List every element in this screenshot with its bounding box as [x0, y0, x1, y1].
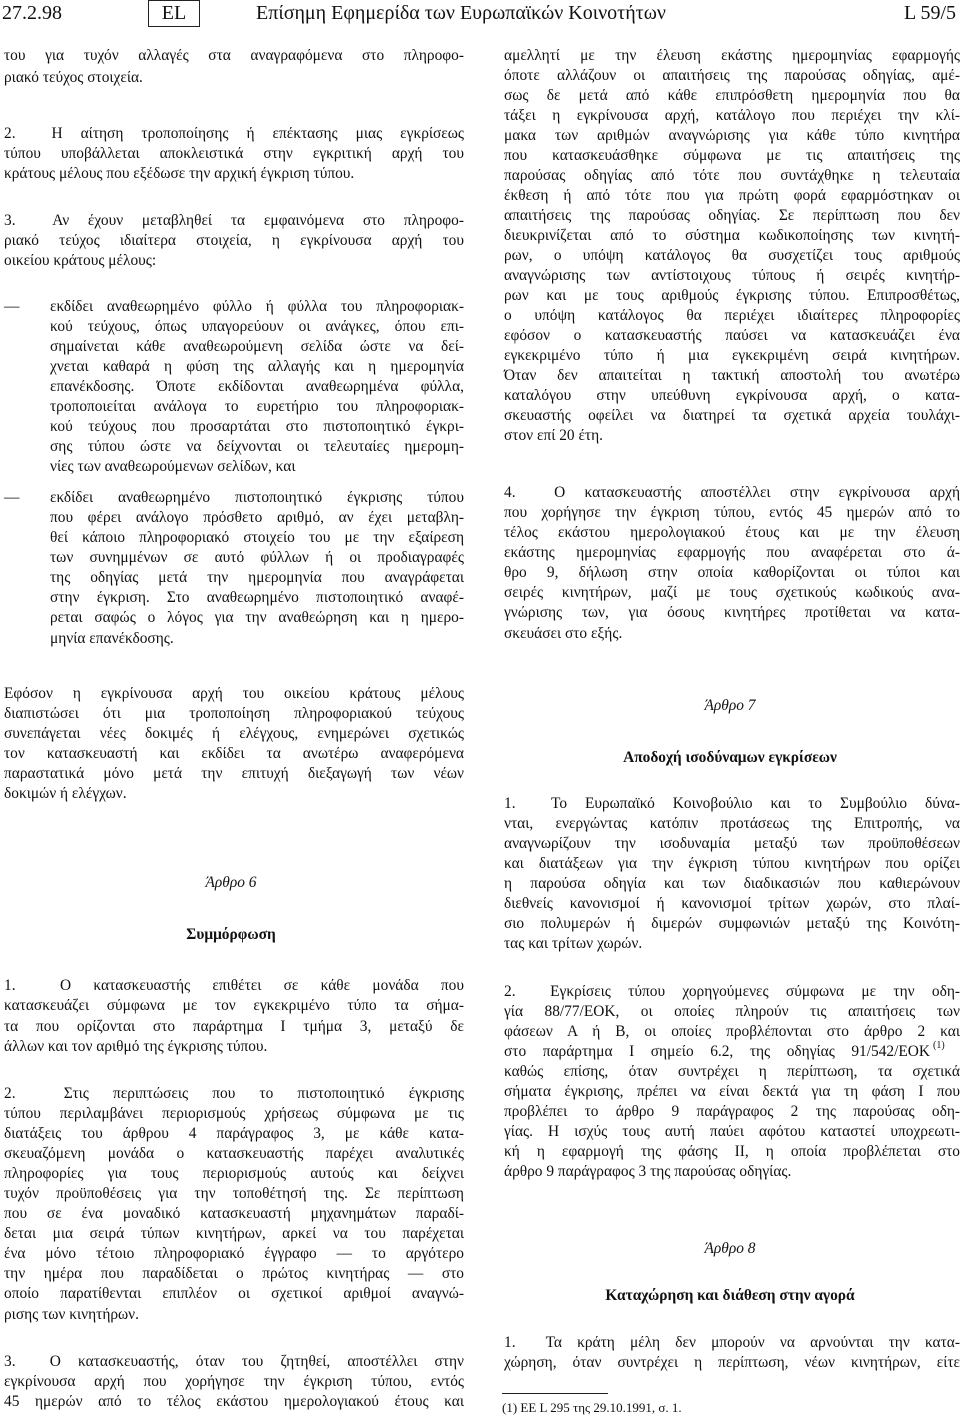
- article-number: Άρθρο 6: [205, 874, 257, 891]
- left-text-line: του για τυχόν αλλαγές στα αναγραφόμενα στο πληροφο-: [4, 47, 464, 64]
- right-text-line: παρούσας οδηγίας από τότε που συντάχθηκε η τελευταία: [504, 167, 960, 184]
- left-text-line: ρεται σαφώς ο λόγος για την αναθεώρηση και η ημερο-: [50, 609, 464, 626]
- right-text-line: στον επί 20 έτη.: [504, 427, 603, 444]
- right-text-line: σκευαστής οφείλει να διατηρεί τα σχετικά αρχεία τουλάχι-: [504, 407, 960, 424]
- footnote-text: (1) ΕΕ L 295 της 29.10.1991, σ. 1.: [502, 1400, 682, 1415]
- left-text-line: 45 ημερών από το τέλος εκάστου ημερολογιακού έτους και: [4, 1393, 464, 1410]
- left-text-line: εκδίδει αναθεωρημένο πιστοποιητικό έγκρισης τύπου: [50, 489, 464, 506]
- left-text-line: ρισης των κινητήρων.: [4, 1306, 139, 1323]
- left-text-line: 3. Αν έχουν μεταβληθεί τα εμφαινόμενα στο πληροφο-: [4, 212, 464, 229]
- right-text-line: η παρούσα οδηγία και των διαδικασιών που καθιερώνουν: [504, 875, 960, 892]
- left-text-line: τα που ορίζονται στο παράρτημα Ι τμήμα 3, μεταξύ δε: [4, 1018, 464, 1035]
- right-text-line: ο υπόψη κατάλογος θα περιέχει ιδιαίτερες πληροφορίες: [504, 307, 960, 324]
- right-text-line: 1. Τα κράτη μέλη δεν μπορούν να αρνούνται την κατα-: [504, 1334, 960, 1351]
- article-number: Άρθρο 7: [704, 697, 756, 714]
- header-page-number: L 59/5: [903, 2, 956, 24]
- right-text-line: γία 88/77/ΕΟΚ, οι οποίες πληρούν τις απαιτήσεις των: [504, 1003, 960, 1020]
- left-text-line: την ημέρα που παραδίδεται ο πρώτος κινητήρας — στο: [4, 1265, 464, 1282]
- right-text-line: τέλος εκάστου ημερολογιακού έτους και με την έλευση: [504, 524, 960, 541]
- left-text-line: οικείου κράτους μέλους:: [4, 252, 157, 269]
- right-text-line: θρο 9, δήλωση στην οποία καθορίζονται οι τύποι και: [504, 564, 960, 581]
- right-text-line: απαιτήσεις της παρούσας οδηγίας. Σε περίπτωση που δεν: [504, 207, 960, 224]
- article-title: Συμμόρφωση: [186, 926, 276, 943]
- left-text-line: μηνία επανέκδοσης.: [50, 630, 174, 647]
- left-text-line: τροποποιείται ανάλογα το ευρετήριο του πληροφοριακ-: [50, 398, 464, 415]
- left-text-line: κράτους μέλους που εξέδωσε την αρχική έγκριση τύπου.: [4, 165, 355, 182]
- left-text-line: τύπου περιλαμβάνει περιορισμούς χρήσεως σύμφωνα με τις: [4, 1105, 464, 1122]
- left-text-line: τον κατασκευαστή και εκδίδει τα ανωτέρω αναφερόμενα: [4, 745, 464, 762]
- left-text-line: 2. Στις περιπτώσεις που το πιστοποιητικό έγκρισης: [4, 1085, 464, 1102]
- right-text-line: 4. Ο κατασκευαστής αποστέλλει στην εγκρίνουσα αρχή: [504, 484, 960, 501]
- article-title: Καταχώρηση και διάθεση στην αγορά: [605, 1287, 855, 1304]
- right-text-line: χώρηση, όταν συντρέχει η περίπτωση, νέων κινητήρων, είτε: [504, 1354, 960, 1371]
- header-date: 27.2.98: [2, 2, 62, 24]
- right-text-line: Όταν δεν απαιτείται η τακτική αποστολή του ανωτέρω: [504, 367, 960, 384]
- left-text-line: εκδίδει αναθεωρημένο φύλλο ή φύλλα του πληροφοριακ-: [50, 298, 464, 315]
- article-title: Αποδοχή ισοδύναμων εγκρίσεων: [623, 749, 837, 766]
- right-text-line: σήματα έγκρισης, πρέπει να είναι δεκτά για τη φάση Ι που: [504, 1083, 960, 1100]
- header-journal-title: Επίσημη Εφημερίδα των Ευρωπαϊκών Κοινοτήτων: [256, 2, 666, 24]
- left-text-line: ένα μόνο τέτοιο πληροφοριακό έγγραφο — το αργότερο: [4, 1245, 464, 1262]
- right-text-line: που χορήγησε την έγκριση τύπου, εντός 45 ημερών από το: [504, 504, 960, 521]
- left-text-line: κού τεύχους που προσαρτάται στο πιστοποιητικό έγκρι-: [50, 418, 464, 435]
- right-text-line: φάσεων Α ή Β, οι οποίες προβλέπονται στο άρθρο 2 και: [504, 1023, 960, 1040]
- list-dash-bullet: —: [4, 489, 20, 506]
- footnote-rule: [502, 1393, 608, 1394]
- right-text-line: αναγνωρίζουν την ισοδυναμία μεταξύ των προϋποθέσεων: [504, 835, 960, 852]
- left-text-line: σης τύπου ώστε να δείχνονται οι τελευταίες ημερομη-: [50, 438, 464, 455]
- header-language-box: EL: [148, 0, 200, 27]
- left-text-line: στην έγκριση. Στο αναθεωρημένο πιστοποιητικό αναφέ-: [50, 589, 464, 606]
- left-text-line: δοκιμών ή ελέγχων.: [4, 785, 127, 802]
- right-text-line: εφόσον ο κατασκευαστής παύσει να κατασκευάζει ένα: [504, 327, 960, 344]
- left-text-line: ριακό τεύχος ιδιαίτερα στοιχεία, η εγκρίνουσα αρχή του: [4, 232, 464, 249]
- left-text-line: δεται μια σειρά τύπων κινητήρων, αρκεί να του παρέχεται: [4, 1225, 464, 1242]
- right-text-line: 1. Το Ευρωπαϊκό Κοινοβούλιο και το Συμβούλιο δύνα-: [504, 795, 960, 812]
- right-text-line: σως δε μετά από κάθε επιπρόσθετη ημερομηνία που θα: [504, 87, 960, 104]
- left-text-line: Εφόσον η εγκρίνουσα αρχή του οικείου κράτους μέλους: [4, 685, 464, 702]
- left-text-line: άλλων και τον αριθμό της έγκρισης τύπου.: [4, 1038, 268, 1055]
- right-text-line: όποτε αλλάζουν οι απαιτήσεις της παρούσας οδηγίας, αμέ-: [504, 67, 960, 84]
- left-text-line: ριακό τεύχος στοιχεία.: [4, 69, 143, 86]
- left-text-line: 1. Ο κατασκευαστής επιθέτει σε κάθε μονάδα που: [4, 977, 464, 994]
- right-text-line: διεθνείς κανονισμοί ή κανονισμοί τρίτων χωρών, στο πλαί-: [504, 895, 960, 912]
- left-text-line: που φέρει ανάλογο πρόσθετο αριθμό, αν έχει μεταβλη-: [50, 509, 464, 526]
- right-text-line: προβλέπει το άρθρο 9 παράγραφος 2 της παρούσας οδη-: [504, 1103, 960, 1120]
- left-text-line: κού τεύχους, όπως υπαγορεύουν οι ανάγκες, όπου επι-: [50, 318, 464, 335]
- right-text-line: σειρές κινητήρων, μαζί με τους σχετικούς κωδικούς ανα-: [504, 584, 960, 601]
- left-text-line: 3. Ο κατασκευαστής, όταν του ζητηθεί, αποστέλλει στην: [4, 1353, 464, 1370]
- left-text-line: των συνημμένων σε αυτό φύλλων ή οι προδιαγραφές: [50, 549, 464, 566]
- right-text-line: αναγνώρισης των αντίστοιχους τύπους ή σειρές κινητήρ-: [504, 267, 960, 284]
- right-text-line: ρων, ο υπόψη κατάλογος θα συσχετίζει τους αριθμούς: [504, 247, 960, 264]
- left-text-line: κατασκευάζει σύμφωνα με τον εγκεκριμένο τύπο τα σήμα-: [4, 997, 464, 1014]
- right-text-line: έκθεση ή από τότε που για πρώτη φορά εφαρμόστηκαν οι: [504, 187, 960, 204]
- right-text-line: καθώς επίσης, όταν συντρέχει η περίπτωση, τα σχετικά: [504, 1063, 960, 1080]
- left-column: [0, 0, 462, 1419]
- list-dash-bullet: —: [4, 298, 20, 315]
- left-text-line: νίες των αναθεωρούμενων σελίδων, και: [50, 458, 296, 475]
- right-text-line: τας και τρίτων χωρών.: [504, 935, 643, 952]
- left-text-line: διαπιστώσει ότι μια τροποποίηση πληροφοριακού τεύχους: [4, 705, 464, 722]
- left-text-line: σημαίνεται κάθε αναθεωρούμενη σελίδα ώστε να δεί-: [50, 338, 464, 355]
- right-text-line: διευκρινίζεται από το σύστημα κωδικοποίησης των κινητή-: [504, 227, 960, 244]
- left-text-line: εγκρίνουσα αρχή που χορήγησε την έγκριση τύπου, εντός: [4, 1373, 464, 1390]
- right-text-line: ρων και με τους αριθμούς έγκρισης τύπου. Επιπροσθέτως,: [504, 287, 960, 304]
- left-text-line: τύπου υποβάλλεται αποκλειστικά στην εγκριτική αρχή του: [4, 145, 464, 162]
- left-text-line: διατάξεις του άρθρου 4 παράγραφος 3, με κάθε κατα-: [4, 1125, 464, 1142]
- left-text-line: θεί κάποιο πληροφοριακό στοιχείο του με την εξαίρεση: [50, 529, 464, 546]
- right-text-line: σκευάσει στο εξής.: [504, 625, 623, 642]
- right-text-line: που κατασκευάσθηκε σύμφωνα με τις απαιτήσεις της: [504, 147, 960, 164]
- right-text-line: μακα των αριθμών αναγνώρισης για κάθε τύπο κινητήρα: [504, 127, 960, 144]
- right-text-line: εγκεκριμένο τύπο ή μια εγκεκριμένη σειρά κινητήρων.: [504, 347, 960, 364]
- right-text-line: και διατάξεων για την έγκριση τύπου κινητήρων που ορίζει: [504, 855, 960, 872]
- left-text-line: πληροφορίες για τους περιορισμούς αυτούς και δείχνει: [4, 1165, 464, 1182]
- left-text-line: συνεπάγεται νέες δοκιμές ή ελέγχους, ενημερώνει σχετικώς: [4, 725, 464, 742]
- right-text-line: αμελλητί με την έλευση εκάστης ημερομηνίας εφαρμογής: [504, 47, 960, 64]
- right-text-line: άρθρο 9 παράγραφος 3 της παρούσας οδηγίας.: [504, 1163, 792, 1180]
- right-text-line: νται, ενεργώντας κατόπιν προτάσεως της Επιτροπής, να: [504, 815, 960, 832]
- right-text-line: γίας. Η ισχύς τους αυτή παύει αφότου καταστεί υποχρεωτι-: [504, 1123, 960, 1140]
- left-text-line: παραστατικά μόνο μετά την επιτυχή διεξαγωγή των νέων: [4, 765, 464, 782]
- left-text-line: 2. Η αίτηση τροποποίησης ή επέκτασης μιας εγκρίσεως: [4, 125, 464, 142]
- left-text-line: που σε ένα μοναδικό κατασκευαστή μηχανημάτων παραδί-: [4, 1205, 464, 1222]
- right-text-line: καταλόγου στην υπεύθυνη εγκρίνουσα αρχή, ο κατα-: [504, 387, 960, 404]
- right-text-line: 2. Εγκρίσεις τύπου χορηγούμενες σύμφωνα με την οδη-: [504, 983, 960, 1000]
- left-text-line: χνεται καθαρά η φύση της αλλαγής και η ημερομηνία: [50, 358, 464, 375]
- right-column: [500, 0, 960, 1419]
- article-number: Άρθρο 8: [704, 1240, 756, 1257]
- left-text-line: της οδηγίας μετά την ημερομηνία που αναγράφεται: [50, 569, 464, 586]
- right-text-line: σιο πολυμερών ή διμερών συμφωνιών μεταξύ της Κοινότη-: [504, 915, 960, 932]
- footnote-reference: (1): [933, 1040, 945, 1051]
- right-text-line: στο παράρτημα Ι σημείο 6.2, της οδηγίας 91/542/ΕΟΚ: [504, 1043, 930, 1060]
- left-text-line: οποίο παρατίθενται επιπλέον οι σχετικοί αριθμοί αναγνώ-: [4, 1285, 464, 1302]
- left-text-line: τυχόν προϋποθέσεις για την τοποθέτησή της. Σε περίπτωση: [4, 1185, 464, 1202]
- right-text-line: τάξει η εγκρίνουσα αρχή, κατάλογο που περιέχει την κλί-: [504, 107, 960, 124]
- right-text-line: γνώρισης των, για όσους κινητήρες προτίθεται να κατα-: [504, 604, 960, 621]
- right-text-line: κή η εφαρμογή της φάσης ΙΙ, η οποία προβλέπεται στο: [504, 1143, 960, 1160]
- left-text-line: επανέκδοσης. Όποτε εκδίδονται αναθεωρημένα φύλλα,: [50, 378, 464, 395]
- left-text-line: σκευαζόμενη μονάδα ο κατασκευαστής παρέχει αναλυτικές: [4, 1145, 464, 1162]
- right-text-line: εκάστης ημερομηνίας εφαρμογής που αναφέρεται στο ά-: [504, 544, 960, 561]
